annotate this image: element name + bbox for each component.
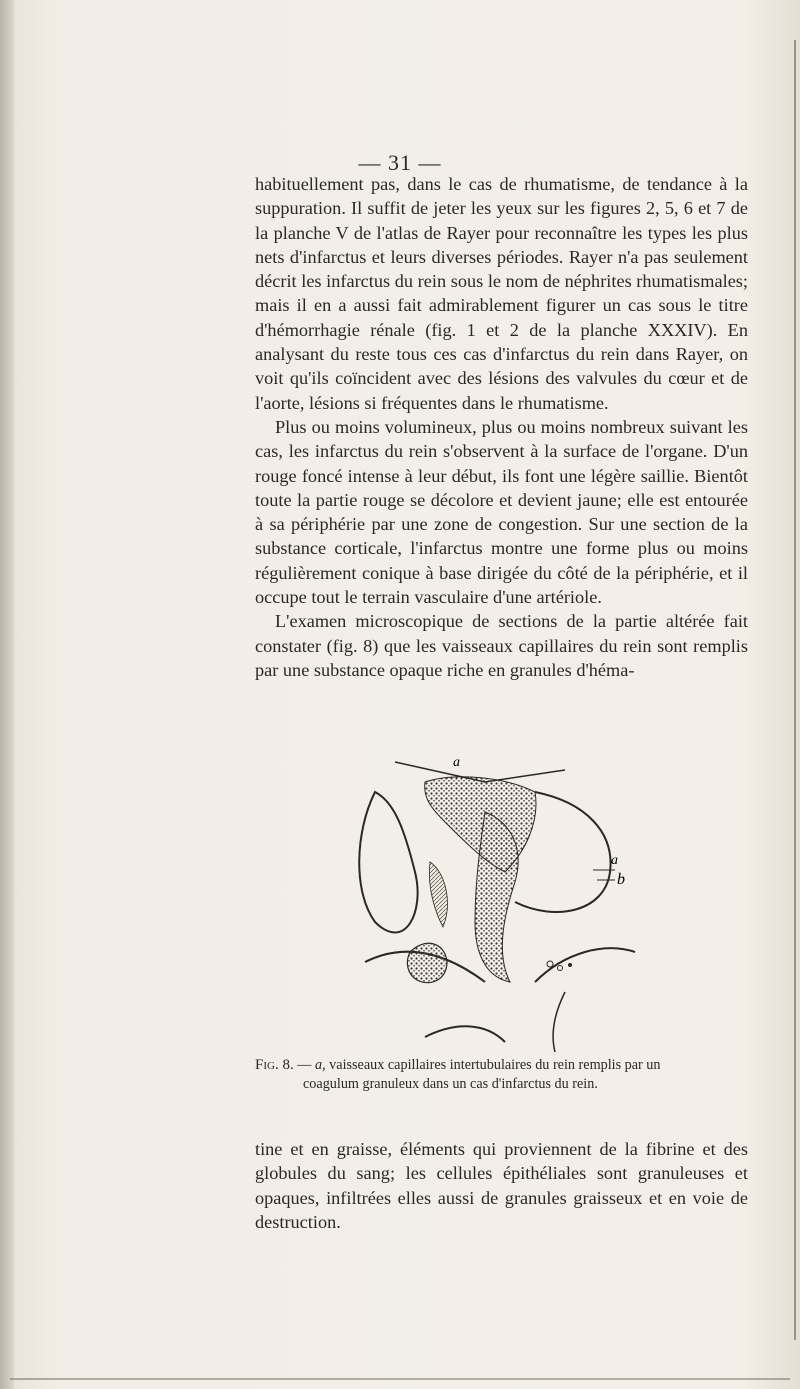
page-bottom-edge (10, 1378, 790, 1380)
body-text (255, 172, 748, 682)
label-b-right: b (617, 871, 625, 888)
paragraph-continuation: tine et en graisse, éléments qui proviennent de la fibrine et des globules du sang; les cellules épithéliales sont granuleuses et opaques, infiltrées elles aussi de granules graisseux et en voie de destruction. (255, 1139, 748, 1232)
continuation-text (255, 1137, 748, 1234)
page-number: — 31 — (358, 150, 442, 175)
caption-figure-label: Fig. 8. (255, 1057, 294, 1073)
caption-letter: a, (314, 1057, 326, 1073)
caption-dash: — (297, 1057, 312, 1073)
caption-line-1: vaisseaux capillaires intertubulaires du rein remplis par un (329, 1057, 661, 1073)
caption-line-2: coagulum granuleux dans un cas d'infarctus du rein. (303, 1076, 598, 1092)
figure-8-illustration (255, 752, 748, 1057)
paragraph-2: Plus ou moins volumineux, plus ou moins nombreux suivant les cas, les infarctus du rein s'observent à la surface de l'organe. D'un rouge foncé intense à leur début, ils font une légère saillie. Bientôt toute la partie rouge se décolore et devient jaune; elle est entourée à sa périphérie par une zone de congestion. Sur une section de la substance corticale, l'infarctus montre une forme plus ou moins régulièrement conique à base dirigée du côté de la périphérie, et il occupe tout le terrain vasculaire d'une artériole. (255, 416, 748, 608)
figure-caption (255, 1056, 748, 1094)
paragraph-1: habituellement pas, dans le cas de rhumatisme, de tendance à la suppuration. Il suffit de jeter les yeux sur les figures 2, 5, 6 et 7 de la planche V de l'atlas de Rayer pour reconnaître les types les plus nets d'infarctus et leurs diverses périodes. Rayer n'a pas seulement décrit les infarctus du rein sous le nom de néphrites rhumatismales; mais il en a aussi fait admirablement figurer un cas sous le titre d'hémorrhagie rénale (fig. 1 et 2 de la planche XXXIV). En analysant du reste tous ces cas d'infarctus du rein dans Rayer, on voit qu'ils coïncident avec des lésions des valvules du cœur et de l'aorte, lésions si fréquentes dans le rhumatisme. (255, 174, 748, 413)
page-binding-edge (0, 0, 14, 1389)
label-a-right: a (611, 853, 618, 868)
kidney-section-engraving (335, 752, 655, 1057)
page-edge-line (794, 40, 796, 1340)
paragraph-3: L'examen microscopique de sections de la partie altérée fait constater (fig. 8) que les vaisseaux capillaires du rein sont remplis par une substance opaque riche en granules d'héma- (255, 611, 748, 680)
label-a-top: a (453, 755, 460, 770)
